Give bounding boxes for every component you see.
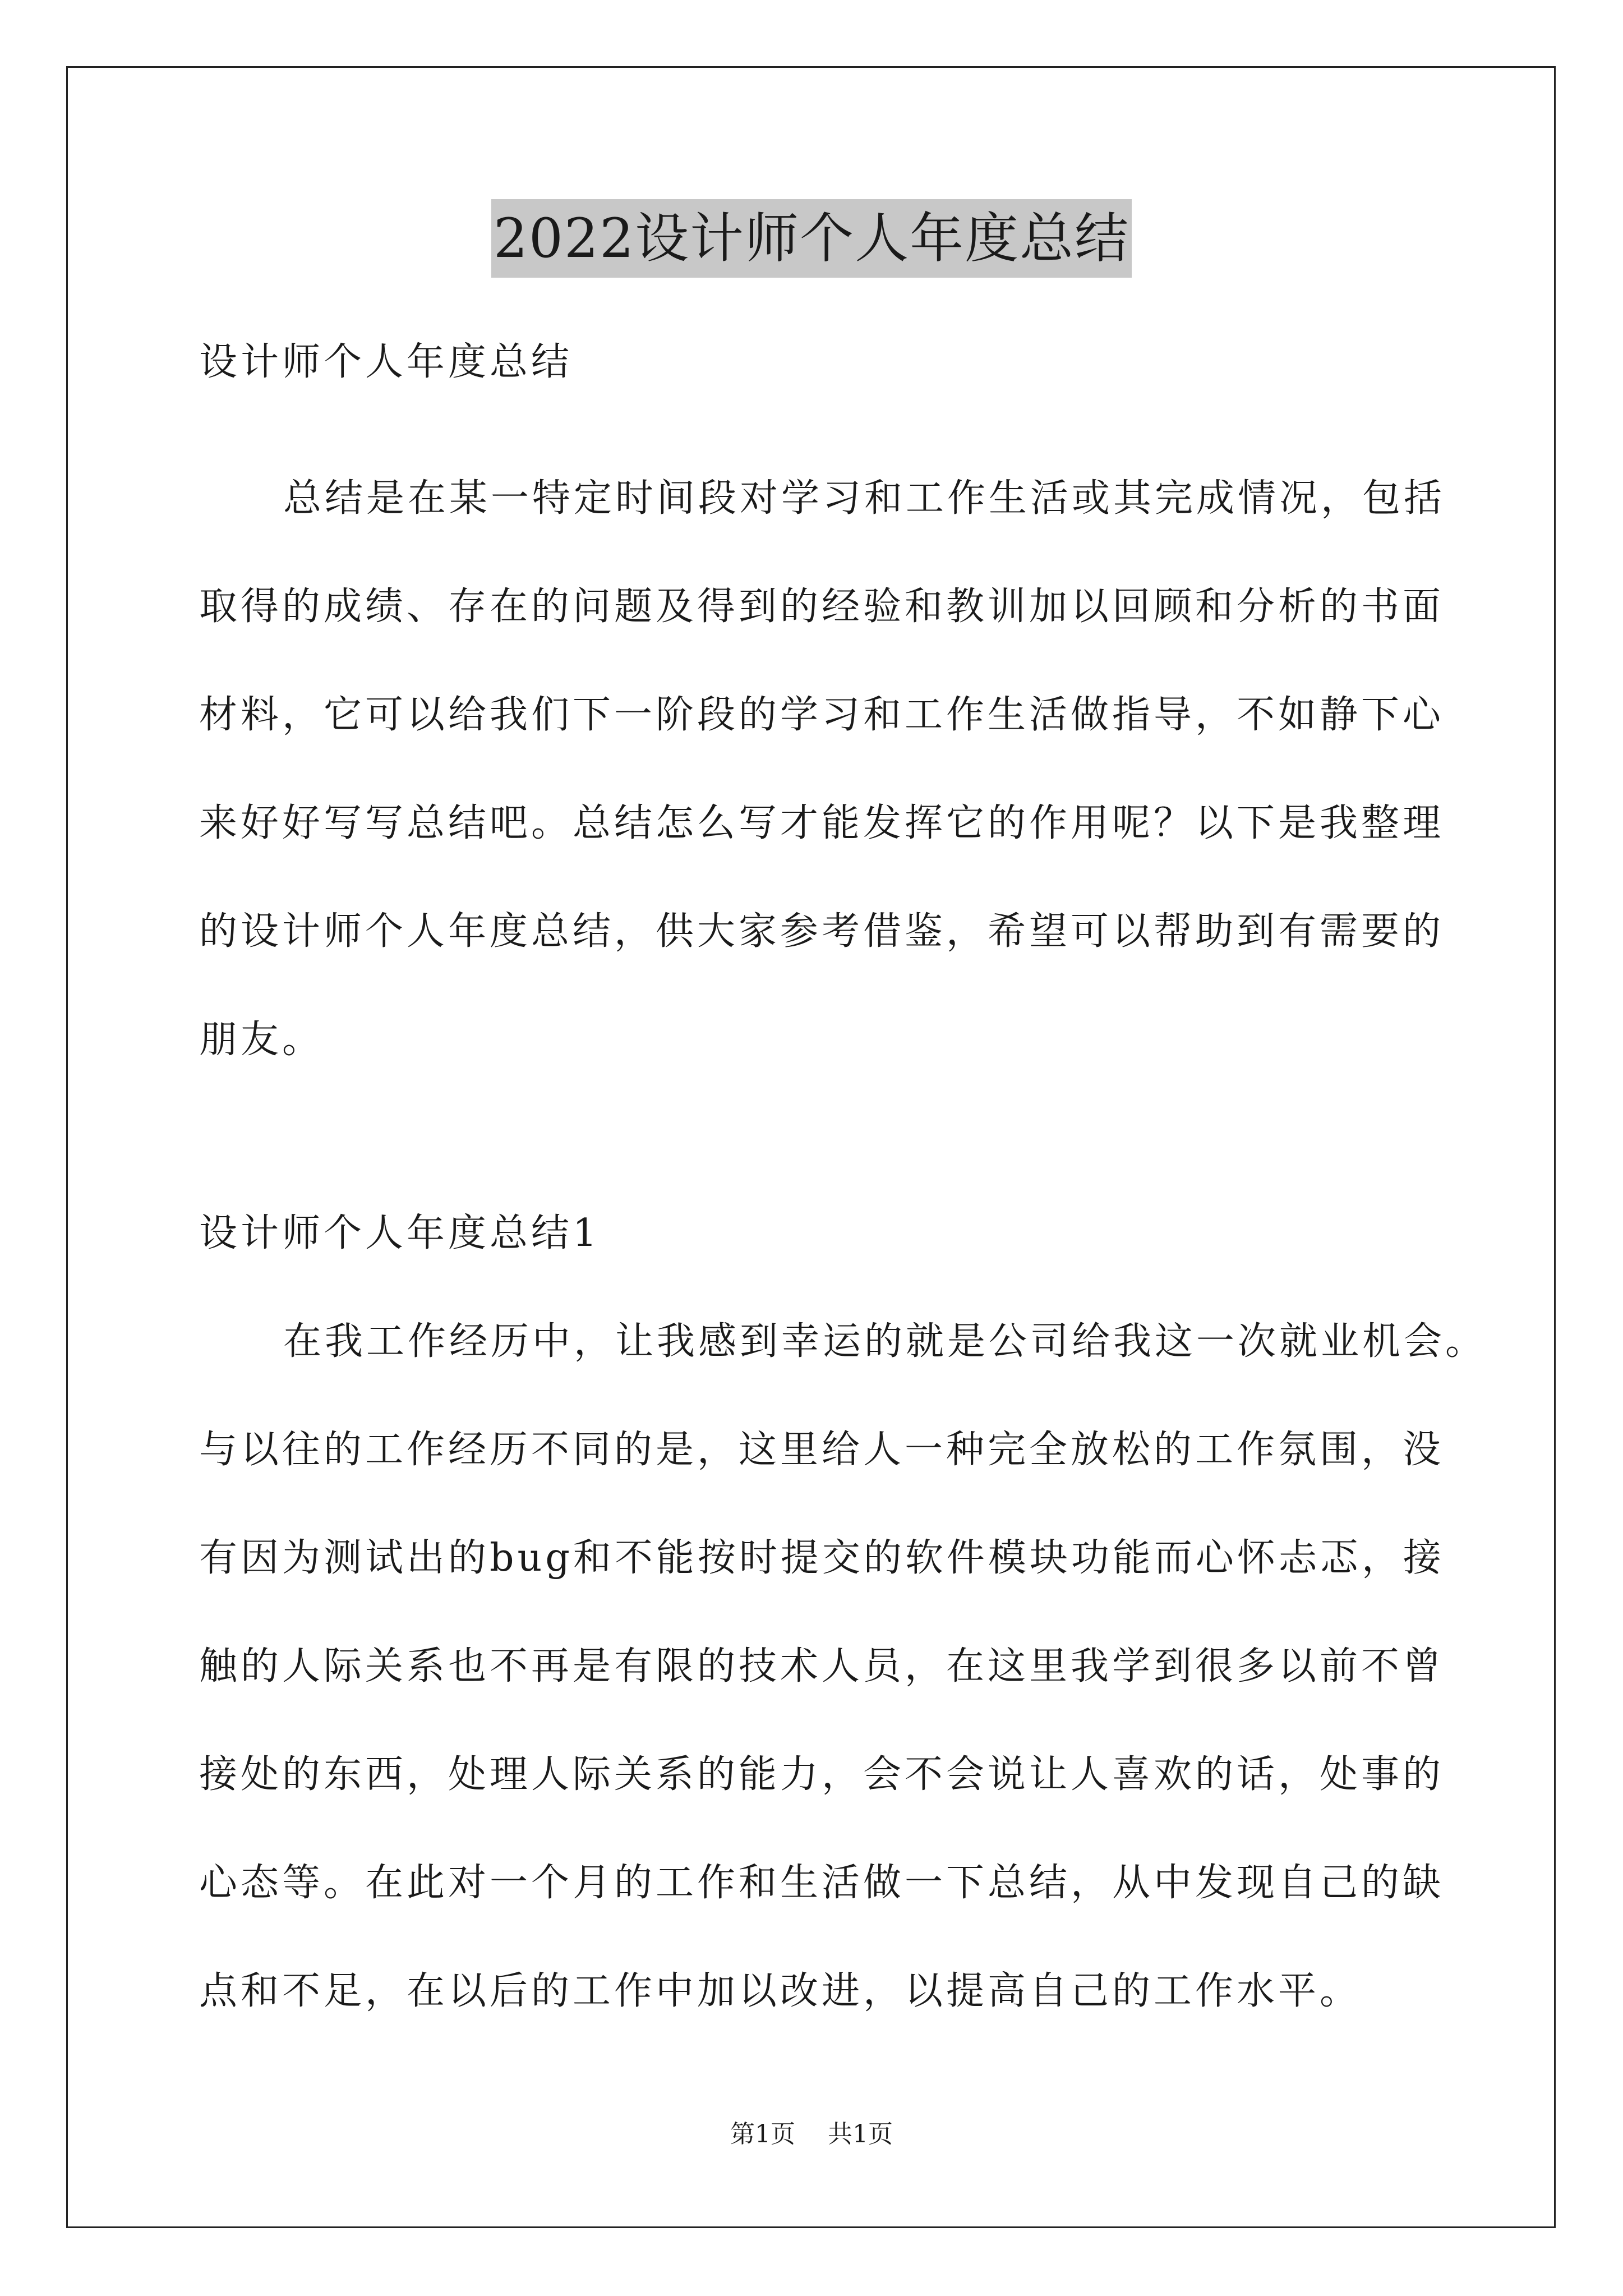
paragraph-line: 心态等。在此对一个月的工作和生活做一下总结，从中发现自己的缺 [199, 1861, 1445, 1905]
paragraph-line: 与以往的工作经历不同的是，这里给人一种完全放松的工作氛围，没 [199, 1428, 1445, 1472]
page-number-total: 共1页 [828, 2120, 893, 2148]
paragraph-line: 朋友。 [199, 1018, 324, 1062]
document-title: 2022设计师个人年度总结 [491, 199, 1132, 278]
paragraph-line: 在我工作经历中，让我感到幸运的就是公司给我这一次就业机会。 [283, 1319, 1487, 1364]
paragraph-line: 接处的东西，处理人际关系的能力，会不会说让人喜欢的话，处事的 [199, 1752, 1445, 1797]
heading-1-block [199, 308, 1433, 416]
paragraph-line: 材料，它可以给我们下一阶段的学习和工作生活做指导，不如静下心 [199, 693, 1445, 737]
paragraph-line: 有因为测试出的bug和不能按时提交的软件模块功能而心怀忐忑，接 [199, 1536, 1445, 1580]
page-footer [0, 2118, 1623, 2151]
section-heading: 设计师个人年度总结 [199, 340, 573, 384]
heading-2-block [199, 1179, 1433, 1287]
paragraph-line: 取得的成绩、存在的问题及得到的经验和教训加以回顾和分析的书面 [199, 585, 1445, 629]
page-number-current: 第1页 [730, 2120, 795, 2148]
paragraph-line: 触的人际关系也不再是有限的技术人员，在这里我学到很多以前不曾 [199, 1644, 1445, 1688]
intro-paragraph [199, 444, 1446, 1094]
paragraph-line: 点和不足，在以后的工作中加以改进，以提高自己的工作水平。 [199, 1969, 1362, 2013]
section-heading: 设计师个人年度总结1 [199, 1211, 601, 1255]
paragraph-line: 总结是在某一特定时间段对学习和工作生活或其完成情况，包括 [283, 476, 1446, 521]
title-container [0, 199, 1623, 278]
paragraph-line: 来好好写写总结吧。总结怎么写才能发挥它的作用呢？以下是我整理 [199, 801, 1445, 845]
paragraph-line: 的设计师个人年度总结，供大家参考借鉴，希望可以帮助到有需要的 [199, 909, 1445, 954]
section-1-paragraph [199, 1287, 1487, 2045]
